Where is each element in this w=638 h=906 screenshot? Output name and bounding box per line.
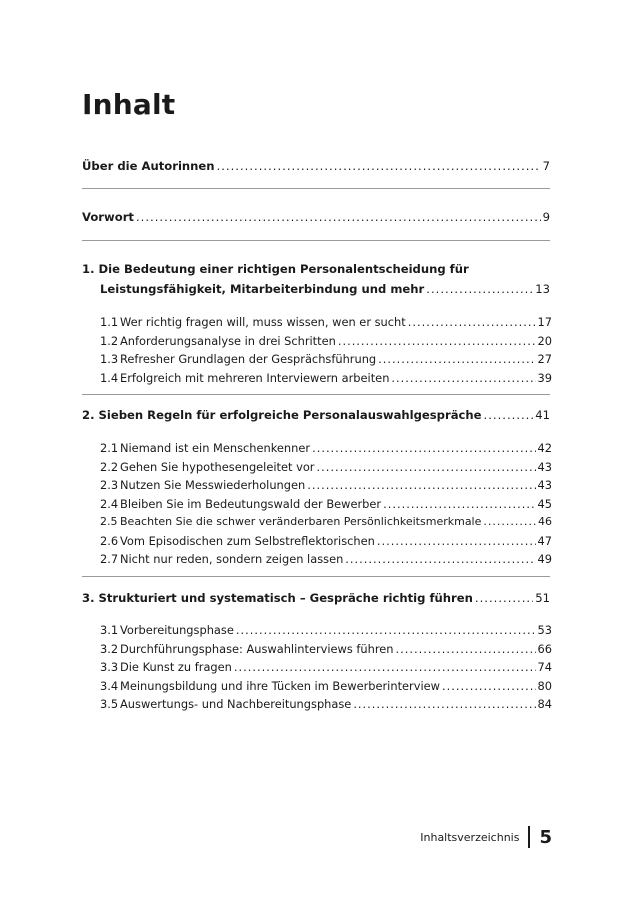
toc-page-number: 39 xyxy=(537,371,552,385)
footer-separator xyxy=(528,826,530,848)
toc-entry-text: Erfolgreich mit mehreren Interviewern arbeiten xyxy=(120,371,390,385)
toc-chapter-2[interactable] xyxy=(82,407,550,423)
toc-page-number: 66 xyxy=(537,642,552,656)
toc-entry-text: Anforderungsanalyse in drei Schritten xyxy=(120,334,336,348)
toc-entry-autorinnen[interactable] xyxy=(82,158,550,174)
toc-leader xyxy=(307,477,535,493)
toc-leader xyxy=(136,209,541,225)
toc-section-1-1[interactable] xyxy=(100,314,552,330)
toc-page-number: 47 xyxy=(537,534,552,548)
toc-page-number: 49 xyxy=(537,552,552,566)
toc-leader xyxy=(217,158,541,174)
toc-leader xyxy=(316,459,535,475)
section-divider xyxy=(82,576,550,577)
toc-entry-text: Über die Autorinnen xyxy=(82,159,215,173)
toc-leader xyxy=(345,551,535,567)
toc-section-2-1[interactable] xyxy=(100,440,552,456)
toc-section-number: 2.3 xyxy=(100,478,119,492)
toc-page-number: 7 xyxy=(542,159,550,173)
toc-page-number: 20 xyxy=(537,334,552,348)
toc-entry-text: Meinungsbildung und ihre Tücken im Bewerberinterview xyxy=(120,679,440,693)
toc-section-1-3[interactable] xyxy=(100,351,552,367)
section-divider xyxy=(82,394,550,395)
toc-page-number: 43 xyxy=(537,460,552,474)
toc-section-number: 3.3 xyxy=(100,660,119,674)
toc-entry-text: Vorbereitungsphase xyxy=(120,623,234,637)
page-title: Inhalt xyxy=(82,88,176,121)
toc-section-number: 1.4 xyxy=(100,371,119,385)
toc-leader xyxy=(442,678,536,694)
toc-page-number: 46 xyxy=(538,515,552,528)
toc-page-number: 17 xyxy=(537,315,552,329)
page-footer xyxy=(400,826,552,848)
toc-page-number: 80 xyxy=(537,679,552,693)
toc-leader xyxy=(426,281,533,297)
toc-section-2-4[interactable] xyxy=(100,496,552,512)
toc-section-number: 2.2 xyxy=(100,460,119,474)
toc-page-number: 53 xyxy=(537,623,552,637)
toc-entry-text: Gehen Sie hypothesengeleitet vor xyxy=(120,460,315,474)
toc-chapter-1-line1[interactable] xyxy=(82,261,550,277)
footer-page-number: 5 xyxy=(539,826,552,848)
toc-entry-text: Durchführungsphase: Auswahlinterviews führen xyxy=(120,642,394,656)
toc-page-number: 43 xyxy=(537,478,552,492)
toc-leader xyxy=(484,407,534,423)
toc-entry-text: Nicht nur reden, sondern zeigen lassen xyxy=(120,552,344,566)
toc-section-2-7[interactable] xyxy=(100,551,552,567)
toc-chapter-3[interactable] xyxy=(82,590,550,606)
toc-entry-text: Beachten Sie die schwer veränderbaren Persönlichkeitsmerkmale xyxy=(120,515,482,528)
toc-leader xyxy=(391,370,535,386)
footer-label: Inhaltsverzeichnis xyxy=(420,830,520,844)
toc-leader xyxy=(475,590,533,606)
toc-page-number: 9 xyxy=(542,210,550,224)
toc-section-1-2[interactable] xyxy=(100,333,552,349)
toc-section-3-5[interactable] xyxy=(100,696,552,712)
toc-section-3-2[interactable] xyxy=(100,641,552,657)
toc-entry-text: Strukturiert und systematisch – Gespräche richtig führen xyxy=(98,591,473,605)
toc-chapter-number: 2. xyxy=(82,408,95,422)
toc-section-number: 1.2 xyxy=(100,334,119,348)
toc-entry-text: Niemand ist ein Menschenkenner xyxy=(120,441,311,455)
toc-entry-text: Auswertungs- und Nachbereitungsphase xyxy=(120,697,352,711)
toc-entry-text: Vorwort xyxy=(82,210,134,224)
toc-page-number: 84 xyxy=(537,697,552,711)
toc-leader xyxy=(396,641,536,657)
toc-section-2-6[interactable] xyxy=(100,533,552,549)
toc-page-number: 45 xyxy=(537,497,552,511)
toc-page-number: 74 xyxy=(537,660,552,674)
toc-section-number: 3.5 xyxy=(100,697,119,711)
toc-section-number: 1.1 xyxy=(100,315,119,329)
toc-leader xyxy=(378,351,535,367)
toc-entry-text: Die Bedeutung einer richtigen Personalentscheidung für xyxy=(98,262,469,276)
toc-entry-text: Leistungsfähigkeit, Mitarbeiterbindung und mehr xyxy=(100,282,425,296)
toc-entry-text: Sieben Regeln für erfolgreiche Personalauswahlgespräche xyxy=(98,408,482,422)
toc-section-1-4[interactable] xyxy=(100,370,552,386)
toc-section-3-4[interactable] xyxy=(100,678,552,694)
toc-section-2-2[interactable] xyxy=(100,459,552,475)
toc-leader xyxy=(312,440,535,456)
toc-leader xyxy=(353,696,535,712)
toc-chapter-number: 1. xyxy=(82,262,95,276)
toc-section-3-3[interactable] xyxy=(100,659,552,675)
toc-section-number: 2.7 xyxy=(100,552,119,566)
toc-entry-text: Refresher Grundlagen der Gesprächsführung xyxy=(120,352,377,366)
toc-page-number: 13 xyxy=(535,282,550,296)
toc-section-2-3[interactable] xyxy=(100,477,552,493)
section-divider xyxy=(82,188,550,189)
toc-entry-text: Vom Episodischen zum Selbstreflektorischen xyxy=(120,534,375,548)
toc-chapter-number: 3. xyxy=(82,591,95,605)
toc-page-number: 27 xyxy=(537,352,552,366)
toc-entry-vorwort[interactable] xyxy=(82,209,550,225)
toc-page-number: 41 xyxy=(535,408,550,422)
toc-entry-text: Wer richtig fragen will, muss wissen, wen er sucht xyxy=(120,315,406,329)
toc-section-2-5[interactable] xyxy=(100,514,552,530)
toc-section-number: 3.4 xyxy=(100,679,119,693)
toc-section-number: 1.3 xyxy=(100,352,119,366)
toc-entry-text: Nutzen Sie Messwiederholungen xyxy=(120,478,306,492)
toc-section-3-1[interactable] xyxy=(100,622,552,638)
toc-section-number: 3.1 xyxy=(100,623,119,637)
toc-leader xyxy=(338,333,536,349)
toc-section-number: 2.4 xyxy=(100,497,119,511)
toc-section-number: 3.2 xyxy=(100,642,119,656)
toc-entry-text: Bleiben Sie im Bedeutungswald der Bewerber xyxy=(120,497,382,511)
section-divider xyxy=(82,240,550,241)
toc-leader xyxy=(377,533,536,549)
toc-leader xyxy=(408,314,536,330)
toc-section-number: 2.1 xyxy=(100,441,119,455)
toc-page-number: 42 xyxy=(537,441,552,455)
toc-section-number: 2.5 xyxy=(100,515,118,528)
toc-page-number: 51 xyxy=(535,591,550,605)
toc-leader xyxy=(234,659,536,675)
toc-leader xyxy=(483,514,536,530)
toc-leader xyxy=(236,622,536,638)
toc-chapter-1-line2[interactable] xyxy=(100,281,550,297)
toc-leader xyxy=(383,496,535,512)
toc-entry-text: Die Kunst zu fragen xyxy=(120,660,232,674)
toc-section-number: 2.6 xyxy=(100,534,119,548)
